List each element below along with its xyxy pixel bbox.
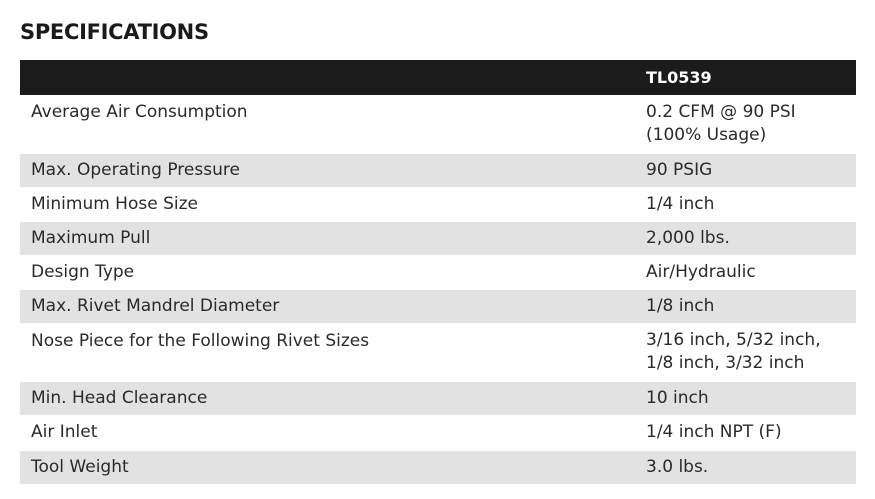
spec-label-cell [20,187,640,221]
header-model-text: TL0539 [646,68,712,87]
spec-label: Average Air Consumption [31,102,248,122]
table-row [20,221,856,255]
header-model-cell [640,60,856,95]
spec-label: Nose Piece for the Following Rivet Sizes [31,330,370,351]
table-row [20,381,856,415]
specifications-table [20,60,856,485]
spec-label: Air Inlet [31,422,98,442]
spec-label: Maximum Pull [31,227,151,248]
spec-value-cell [640,323,856,381]
spec-value: Air/Hydraulic [646,261,756,282]
spec-value: 90 PSIG [646,159,713,180]
spec-value: 3.0 lbs. [646,456,709,477]
spec-label: Tool Weight [31,456,129,477]
table-row [20,153,856,187]
spec-label-cell [20,95,640,153]
spec-label-cell [20,221,640,255]
table-row [20,415,856,450]
page-title: SPECIFICATIONS [20,20,209,44]
spec-value: 0.2 CFM @ 90 PSI (100% Usage) [646,101,796,145]
spec-value-cell [640,289,856,323]
spec-value-cell [640,187,856,221]
spec-label: Minimum Hose Size [31,193,198,214]
spec-label: Max. Rivet Mandrel Diameter [31,295,280,316]
spec-value: 1/4 inch NPT (F) [646,422,782,442]
spec-value-cell [640,255,856,289]
table-row [20,323,856,381]
spec-label-cell [20,415,640,450]
table-row [20,289,856,323]
spec-label-cell [20,381,640,415]
header-label-cell [20,60,640,95]
table-row [20,255,856,289]
spec-value: 1/8 inch [646,295,715,316]
spec-label-cell [20,289,640,323]
spec-label-cell [20,255,640,289]
table-row [20,187,856,221]
spec-value: 1/4 inch [646,193,715,214]
header-label-text [20,68,26,87]
spec-value-cell [640,415,856,450]
spec-label-cell [20,450,640,484]
spec-value: 3/16 inch, 5/32 inch, 1/8 inch, 3/32 inch [646,330,821,373]
table-header-row [20,60,856,95]
spec-value-cell [640,381,856,415]
spec-value: 10 inch [646,387,709,408]
spec-value-cell [640,153,856,187]
spec-value-cell [640,221,856,255]
spec-value: 2,000 lbs. [646,227,730,248]
spec-label: Min. Head Clearance [31,387,208,408]
spec-value-cell [640,95,856,153]
spec-label-cell [20,323,640,381]
table-row [20,450,856,484]
spec-value-cell [640,450,856,484]
spec-label: Design Type [31,261,135,282]
table-row [20,95,856,153]
spec-label: Max. Operating Pressure [31,159,240,180]
spec-label-cell [20,153,640,187]
